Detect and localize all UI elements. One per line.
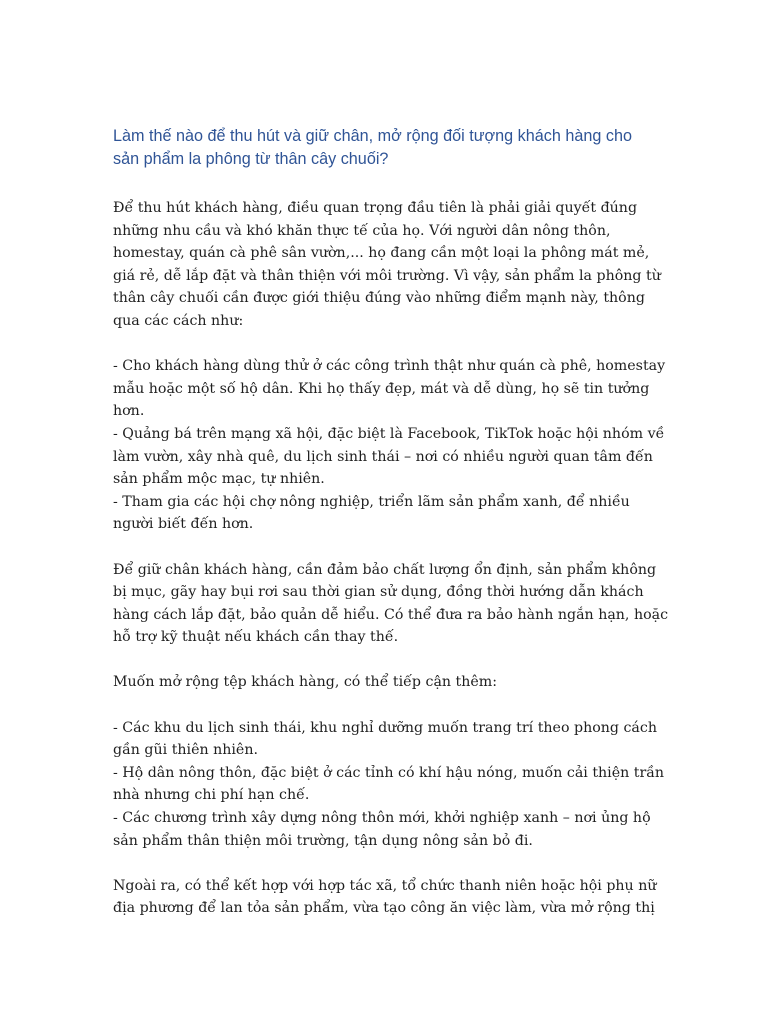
text-line: - Hộ dân nông thôn, đặc biệt ở các tỉnh có khí hậu nóng, muốn cải thiện trần <box>113 764 665 781</box>
text-line: homestay, quán cà phê sân vườn,... họ đang cần một loại la phông mát mẻ, <box>113 245 650 262</box>
text-line: hỗ trợ kỹ thuật nếu khách cần thay thế. <box>113 629 399 646</box>
text-line: - Các chương trình xây dựng nông thôn mới, khởi nghiệp xanh – nơi ủng hộ <box>113 810 651 827</box>
text-line: nhà nhưng chi phí hạn chế. <box>113 787 310 804</box>
text-line: Ngoài ra, có thể kết hợp với hợp tác xã, tổ chức thanh niên hoặc hội phụ nữ <box>113 877 657 894</box>
text-line: - Các khu du lịch sinh thái, khu nghỉ dưỡng muốn trang trí theo phong cách <box>113 719 657 736</box>
text-line: - Quảng bá trên mạng xã hội, đặc biệt là Facebook, TikTok hoặc hội nhóm về <box>113 425 665 442</box>
text-line: gần gũi thiên nhiên. <box>113 742 258 759</box>
paragraph-gap <box>113 694 713 717</box>
paragraph-conclusion <box>113 875 713 920</box>
text-line: bị mục, gãy hay bụi rơi sau thời gian sử dụng, đồng thời hướng dẫn khách <box>113 584 644 601</box>
paragraph-gap <box>113 852 713 875</box>
paragraph-retain <box>113 559 713 649</box>
paragraph-intro <box>113 197 713 333</box>
text-line: qua các cách như: <box>113 312 244 329</box>
text-line: thân cây chuối cần được giới thiệu đúng vào những điểm mạnh này, thông <box>113 290 645 307</box>
paragraph-expand-intro <box>113 671 713 694</box>
text-line: làm vườn, xây nhà quê, du lịch sinh thái – nơi có nhiều người quan tâm đến <box>113 448 653 465</box>
paragraph-gap <box>113 333 713 356</box>
text-line: địa phương để lan tỏa sản phẩm, vừa tạo công ăn việc làm, vừa mở rộng thị <box>113 900 655 917</box>
text-line: hàng cách lắp đặt, bảo quản dễ hiểu. Có thể đưa ra bảo hành ngắn hạn, hoặc <box>113 606 669 623</box>
paragraph-attract-list <box>113 355 713 536</box>
heading-line: sản phẩm la phông từ thân cây chuối? <box>113 149 389 168</box>
text-line: Muốn mở rộng tệp khách hàng, có thể tiếp cận thêm: <box>113 674 498 691</box>
text-line: - Cho khách hàng dùng thử ở các công trình thật như quán cà phê, homestay <box>113 358 666 375</box>
paragraph-expand-list <box>113 717 713 853</box>
text-line: hơn. <box>113 403 145 420</box>
heading-line: Làm thế nào để thu hút và giữ chân, mở rộng đối tượng khách hàng cho <box>113 127 632 145</box>
text-line: Để giữ chân khách hàng, cần đảm bảo chất lượng ổn định, sản phẩm không <box>113 561 657 578</box>
paragraph-gap <box>113 649 713 672</box>
text-line: giá rẻ, dễ lắp đặt và thân thiện với môi trường. Vì vậy, sản phẩm la phông từ <box>113 267 661 284</box>
document-body <box>113 197 713 920</box>
paragraph-gap <box>113 536 713 559</box>
text-line: mẫu hoặc một số hộ dân. Khi họ thấy đẹp, mát và dễ dùng, họ sẽ tin tưởng <box>113 380 650 397</box>
text-line: sản phẩm mộc mạc, tự nhiên. <box>113 471 325 488</box>
text-line: sản phẩm thân thiện môi trường, tận dụng nông sản bỏ đi. <box>113 832 533 849</box>
text-line: Để thu hút khách hàng, điều quan trọng đầu tiên là phải giải quyết đúng <box>113 200 638 216</box>
text-line: người biết đến hơn. <box>113 516 254 533</box>
text-line: những nhu cầu và khó khăn thực tế của họ. Với người dân nông thôn, <box>113 222 611 239</box>
text-line: - Tham gia các hội chợ nông nghiệp, triển lãm sản phẩm xanh, để nhiều <box>113 493 630 510</box>
document-heading <box>113 124 673 169</box>
